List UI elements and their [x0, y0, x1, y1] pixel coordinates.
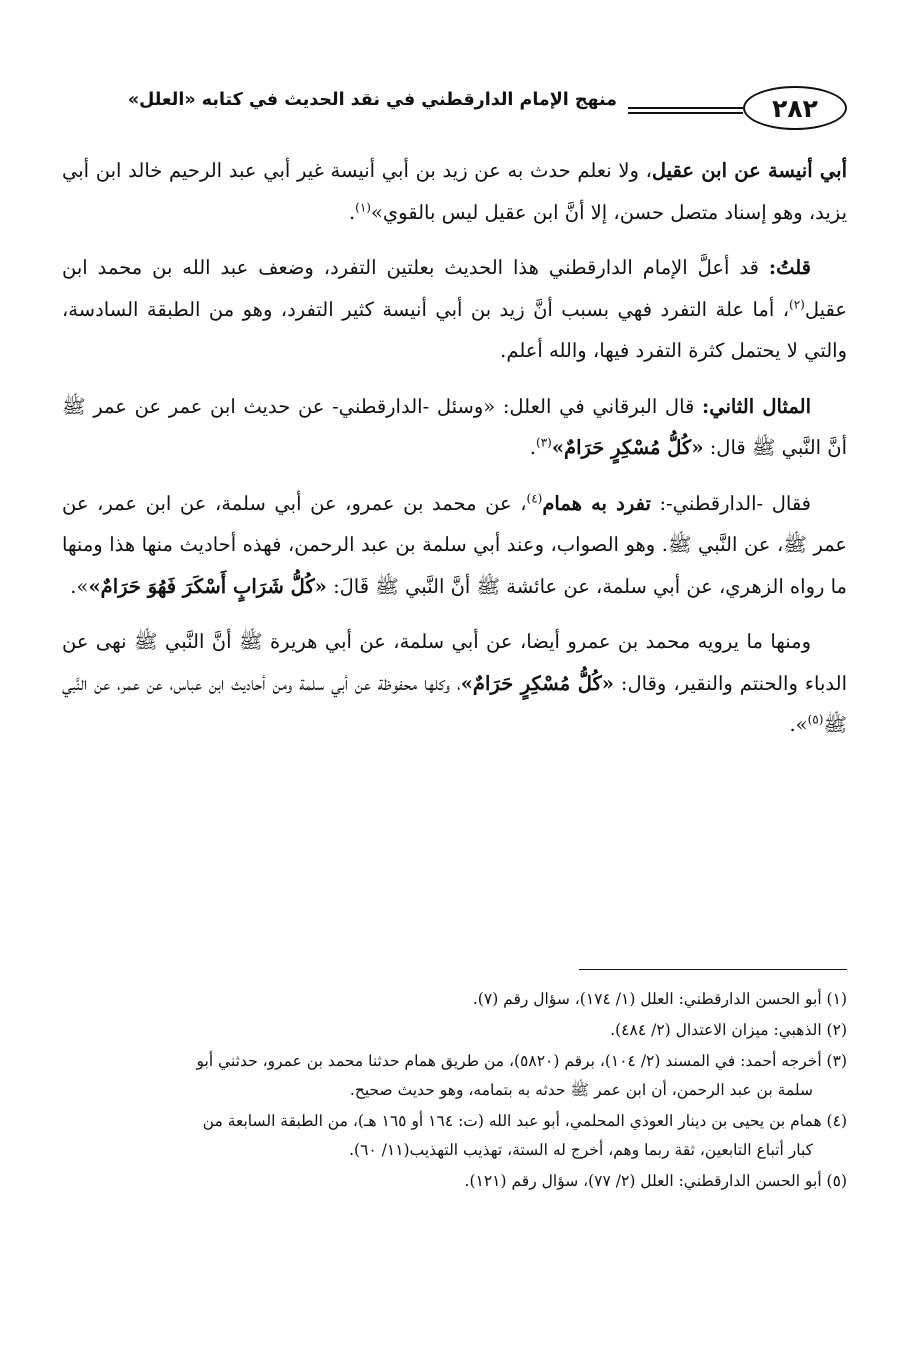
hadith-quote: «كُلُّ مُسْكِرٍ حَرَامٌ» — [460, 671, 614, 695]
paragraph-text: قال البرقاني في العلل: «وسئل -الدارقطني- عن حديث ابن عمر عن عمر ﷺ أنَّ النَّبي ﷺ قال: — [62, 394, 847, 459]
paragraph-end: ». — [70, 574, 89, 598]
footnote-2: (٢) الذهبي: ميزان الاعتدال (٢/ ٤٨٤). — [610, 1021, 847, 1039]
paragraph-5 — [62, 621, 847, 746]
bold-phrase: تفرد به همام — [542, 491, 651, 515]
footnote-3 — [62, 1047, 847, 1105]
footnote-line: (٤) همام بن يحيى بن دينار العوذي المحلمي، أبو عبد الله (ت: ١٦٤ أو ١٦٥ هـ)، من الطبقة السابعة من — [202, 1112, 847, 1130]
paragraph-text: ومنها ما يرويه محمد بن عمرو أيضا، عن أبي سلمة، عن أبي هريرة ﷺ أنَّ النَّبي ﷺ نهى عن الدباء والحنتم والنقير، وقال: — [62, 630, 847, 695]
bold-phrase: أبي أنيسة عن ابن عقيل — [651, 159, 847, 182]
footnote-ref-1: (١) — [355, 200, 371, 214]
footnotes — [62, 985, 847, 1198]
footnote-ref-4: (٤) — [526, 491, 543, 505]
footnote-separator — [579, 969, 847, 970]
paragraph-end: . — [348, 200, 356, 224]
paragraph-text: فقال -الدارقطني-: — [650, 491, 812, 515]
footnote-ref-2: (٢) — [789, 297, 805, 311]
bold-phrase: المثال الثاني: — [702, 394, 811, 418]
page-header — [62, 82, 847, 140]
paragraph-text: ، ولا نعلم حدث به عن زيد بن أبي أنيسة غير أبي عبد الرحيم خالد ابن أبي يزيد، وهو إسناد متصل حسن، إلا أنَّ ابن عقيل ليس بالقوي» — [62, 159, 847, 224]
hadith-quote: «كُلُّ شَرَابٍ أَسْكَرَ فَهُوَ حَرَامٌ» — [88, 574, 327, 598]
paragraph-text: ، أما علة التفرد فهي بسبب أنَّ زيد بن أبي أنيسة كثير التفرد، وهو من الطبقة السادسة، والتي لا يحتمل كثرة التفرد فيها، والله أعلم. — [62, 297, 847, 362]
footnote-line: (٣) أخرجه أحمد: في المسند (٢/ ١٠٤)، برقم (٥٨٢٠)، من طريق همام حدثنا محمد بن عمرو، حدثني أبو — [196, 1052, 847, 1070]
main-text — [62, 150, 847, 746]
footnote-ref-5: (٥) — [807, 712, 824, 727]
paragraph-text: ، عن محمد بن عمرو، عن أبي سلمة، عن ابن عمر، عن عمر ﷺ، عن النَّبي ﷺ. وهو الصواب، وعند أبي سلمة بن عبد الرحمن، فهذه أحاديث منها هذا ومنها ما رواه الزهري، عن أبي سلمة، عن عائشة ﷺ أنَّ النَّبي ﷺ قَالَ: — [62, 491, 847, 598]
page-number-oval: ٢٨٢ — [743, 86, 847, 130]
header-double-rule — [628, 107, 743, 109]
footnote-5: (٥) أبو الحسن الدارقطني: العلل (٢/ ٧٧)، سؤال رقم (١٢١). — [464, 1172, 847, 1190]
paragraph-end: . — [529, 436, 536, 459]
footnote-1: (١) أبو الحسن الدارقطني: العلل (١/ ١٧٤)، سؤال رقم (٧). — [472, 990, 847, 1008]
running-title: منهج الإمام الدارقطني في نقد الحديث في كتابه «العلل» — [127, 90, 617, 110]
bold-phrase: قلتُ: — [768, 256, 811, 279]
paragraph-1 — [62, 150, 847, 233]
footnote-continuation: سلمة بن عبد الرحمن، أن ابن عمر ﷺ حدثه به بتمامه، وهو حديث صحيح. — [349, 1081, 813, 1099]
paragraph-text: ، وكلها محفوظة عن أبي سلمة ومن أحاديث ابن عباس، عن عمر، عن النَّبي ﷺ — [62, 671, 847, 736]
footnote-4 — [62, 1107, 847, 1165]
hadith-quote: «كُلُّ مُسْكِرٍ حَرَامٌ» — [551, 436, 704, 459]
paragraph-2 — [62, 247, 847, 372]
footnote-ref-3: (٣) — [536, 435, 552, 450]
footnote-continuation: كبار أتباع التابعين، ثقة ربما وهم، أخرج له الستة، تهذيب التهذيب(١١/ ٦٠). — [349, 1141, 813, 1159]
book-page — [62, 82, 847, 1322]
paragraph-text: قد أعلَّ الإمام الدارقطني هذا الحديث بعلتين التفرد، وضعف عبد الله بن محمد ابن عقيل — [62, 256, 847, 321]
paragraph-end: ». — [789, 713, 808, 736]
paragraph-3 — [62, 386, 847, 469]
paragraph-4 — [62, 483, 847, 608]
